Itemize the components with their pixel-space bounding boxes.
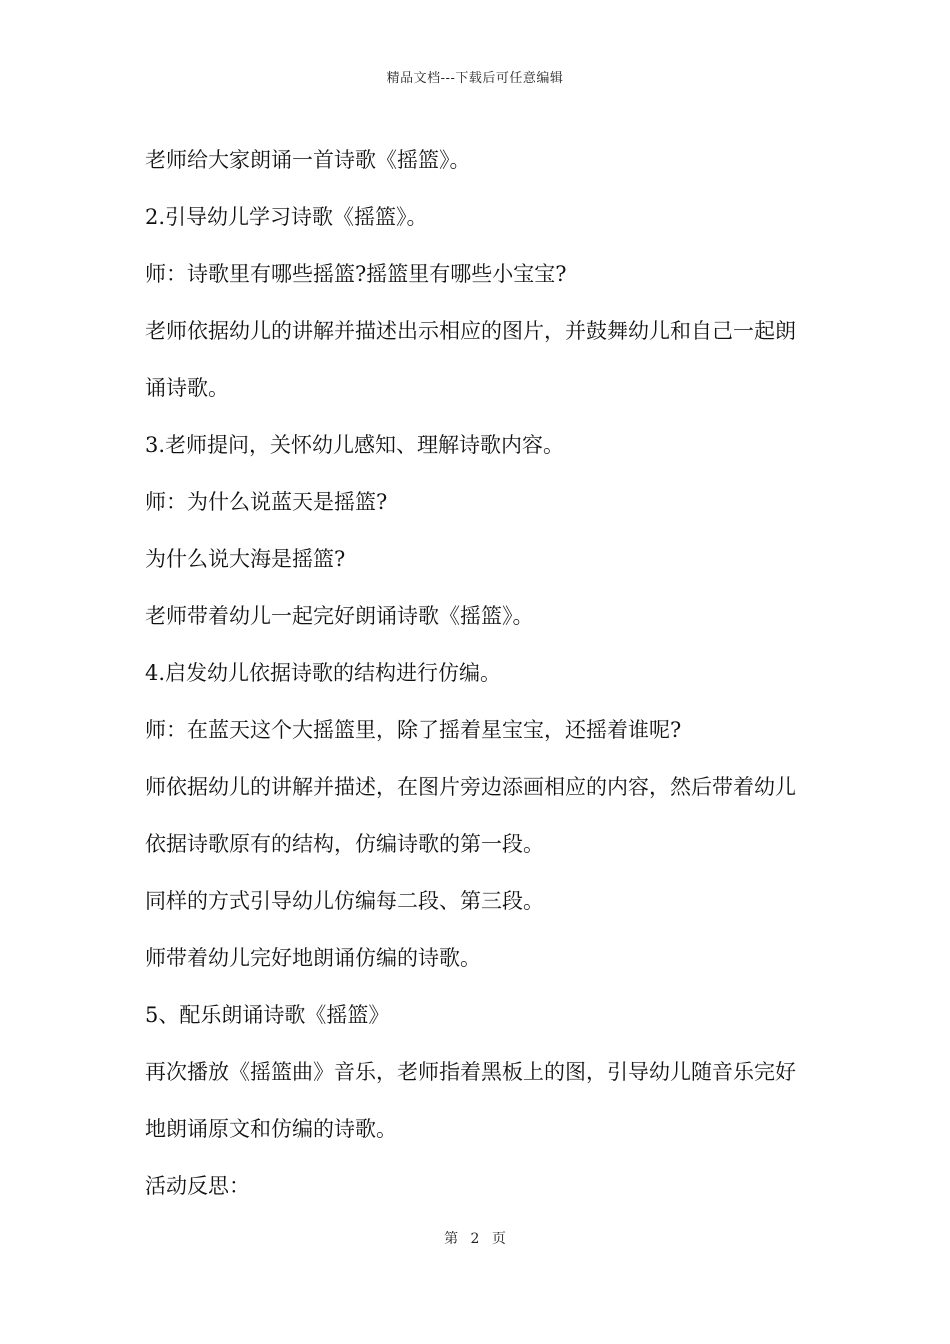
- document-body: [145, 132, 815, 1215]
- page-number-prefix: 第: [444, 1231, 459, 1247]
- paragraph: 师：为什么说蓝天是摇篮?: [145, 490, 388, 514]
- page-header: 精品文档---下载后可任意编辑: [386, 71, 564, 86]
- paragraph: 师依据幼儿的讲解并描述，在图片旁边添画相应的内容，然后带着幼儿依据诗歌原有的结构，仿编诗歌的第一段。: [145, 775, 796, 856]
- page-number: 2: [470, 1231, 480, 1247]
- page-footer: [0, 1228, 950, 1248]
- page-number-suffix: 页: [491, 1231, 506, 1247]
- paragraph: 师带着幼儿完好地朗诵仿编的诗歌。: [145, 946, 481, 970]
- paragraph: 师：在蓝天这个大摇篮里，除了摇着星宝宝，还摇着谁呢?: [145, 718, 682, 742]
- paragraph: 老师依据幼儿的讲解并描述出示相应的图片，并鼓舞幼儿和自己一起朗诵诗歌。: [145, 319, 796, 400]
- paragraph: 5、配乐朗诵诗歌《摇篮》: [145, 1003, 390, 1027]
- paragraph: 为什么说大海是摇篮?: [145, 547, 346, 571]
- paragraph: 3.老师提问，关怀幼儿感知、理解诗歌内容。: [145, 433, 565, 457]
- paragraph: 4.启发幼儿依据诗歌的结构进行仿编。: [145, 661, 502, 685]
- paragraph: 2.引导幼儿学习诗歌《摇篮》。: [145, 205, 428, 229]
- paragraph: 老师带着幼儿一起完好朗诵诗歌《摇篮》。: [145, 604, 534, 628]
- paragraph: 同样的方式引导幼儿仿编每二段、第三段。: [145, 889, 544, 913]
- paragraph: 活动反思：: [145, 1174, 250, 1198]
- paragraph: 再次播放《摇篮曲》音乐，老师指着黑板上的图，引导幼儿随音乐完好地朗诵原文和仿编的诗歌。: [145, 1060, 796, 1141]
- paragraph: 师：诗歌里有哪些摇篮?摇篮里有哪些小宝宝?: [145, 262, 567, 286]
- paragraph: 老师给大家朗诵一首诗歌《摇篮》。: [145, 148, 471, 172]
